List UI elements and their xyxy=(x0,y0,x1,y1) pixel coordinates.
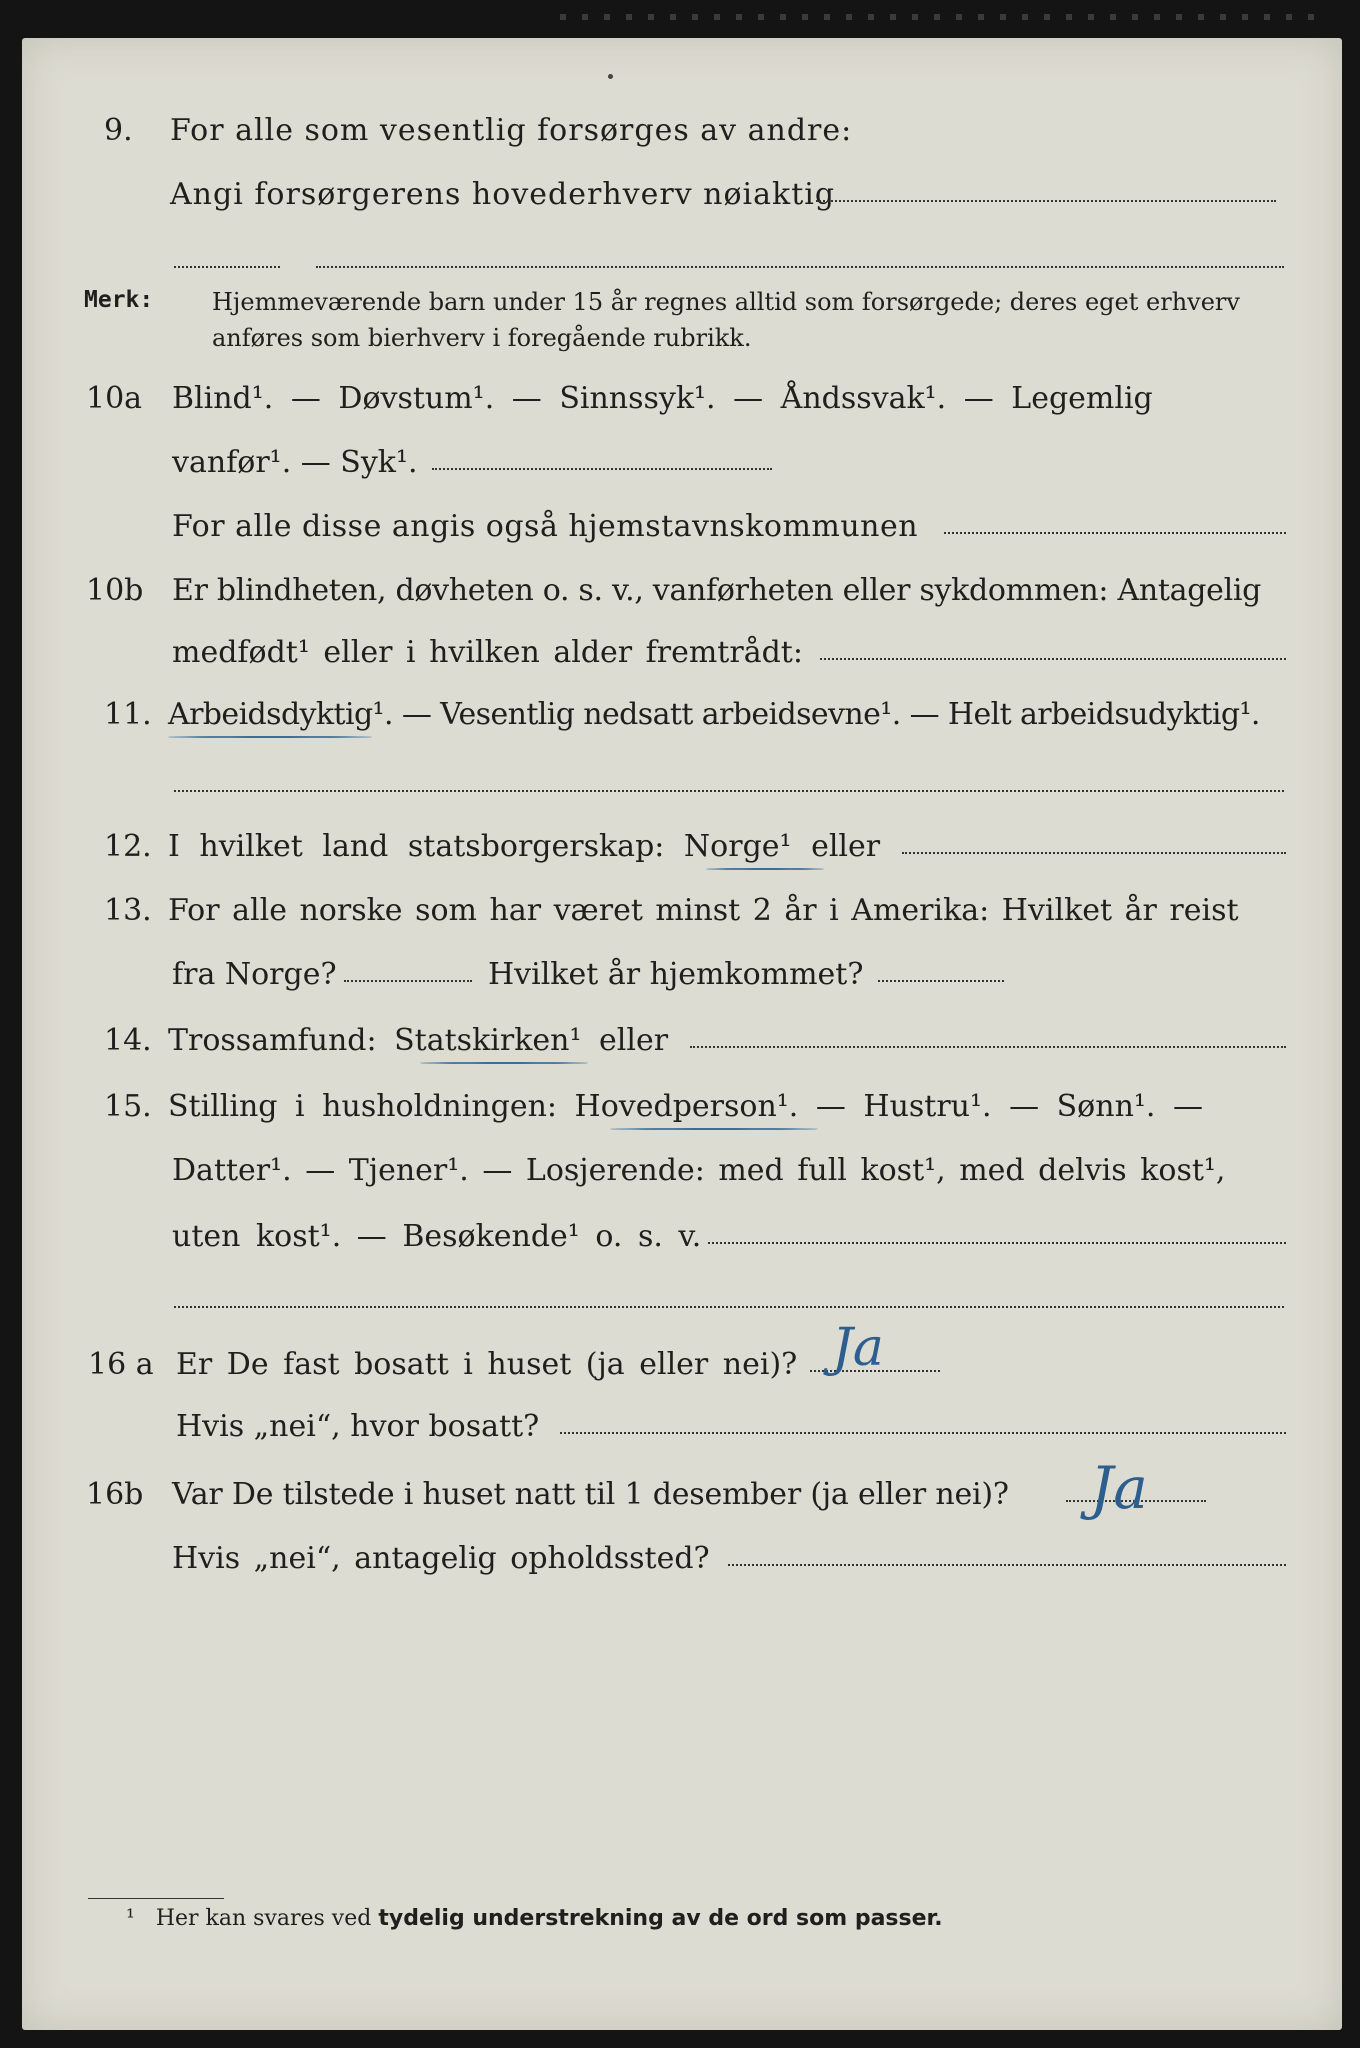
q9-text-2: Angi forsørgerens hovederhverv nøiaktig xyxy=(170,177,836,212)
q9-answer-field-2a[interactable] xyxy=(174,266,280,268)
q9-answer-field[interactable] xyxy=(816,200,1276,202)
q9-number: 9. xyxy=(104,113,133,148)
q12-country-field[interactable] xyxy=(902,852,1286,854)
q16a-text-1: Er De fast bosatt i huset (ja eller nei)? xyxy=(176,1347,798,1382)
q15-text-1: Stilling i husholdningen: Hovedperson¹. — Hustru¹. — Sønn¹. — xyxy=(168,1089,1203,1124)
q16a-bosatt-field[interactable] xyxy=(560,1432,1286,1434)
footnote-rule xyxy=(88,1898,224,1899)
scan-border-top xyxy=(0,0,1360,38)
q13-number: 13. xyxy=(104,893,152,928)
q15-line1 xyxy=(0,1084,1360,1130)
q10b-number: 10b xyxy=(86,573,144,608)
q15-answer-field-2[interactable] xyxy=(174,1306,1284,1308)
footnote-mark: ¹ xyxy=(126,1906,135,1931)
q10b-text-1: Er blindheten, døvheten o. s. v., vanførheten eller sykdommen: Antagelig xyxy=(172,573,1262,608)
q16b-line2 xyxy=(0,1536,1360,1582)
q10a-text-3: For alle disse angis også hjemstavnskommunen xyxy=(172,509,919,544)
merk-label: Merk: xyxy=(84,287,154,313)
q10a-line2 xyxy=(0,440,1360,486)
punch-mark xyxy=(608,74,613,79)
q13-reist-field[interactable] xyxy=(344,980,472,982)
q16b-text-2: Hvis „nei“, antagelig opholdssted? xyxy=(172,1541,710,1576)
q10b-line1 xyxy=(0,568,1360,614)
q10a-line3 xyxy=(0,504,1360,550)
q10b-answer-field[interactable] xyxy=(820,658,1286,660)
q16a-text-2: Hvis „nei“, hvor bosatt? xyxy=(176,1409,540,1444)
q12-text-1: I hvilket land statsborgerskap: Norge¹ eller xyxy=(168,829,881,864)
q16a-handwritten-answer: Ja xyxy=(832,1318,884,1378)
q16a-line2 xyxy=(0,1404,1360,1450)
q15-line2 xyxy=(0,1148,1360,1194)
q16b-line1 xyxy=(0,1472,1360,1518)
q16b-handwritten-answer: Ja xyxy=(1090,1454,1148,1522)
q10a-text-1: Blind¹. — Døvstum¹. — Sinnssyk¹. — Åndssvak¹. — Legemlig xyxy=(172,381,1153,416)
q11-number: 11. xyxy=(104,697,152,732)
q16a-number: 16 a xyxy=(88,1347,154,1382)
q10a-hjemstavn-field[interactable] xyxy=(944,532,1286,534)
q13-text-2a: fra Norge? xyxy=(172,957,337,992)
q13-hjemkommet-field[interactable] xyxy=(878,980,1004,982)
q12-underline-norge xyxy=(706,868,824,870)
q11-text-1: Arbeidsdyktig¹. — Vesentlig nedsatt arbeidsevne¹. — Helt arbeidsudyktig¹. xyxy=(168,697,1260,732)
q16a-line1 xyxy=(0,1342,1360,1388)
q9-line1 xyxy=(0,108,1360,154)
q14-text-1: Trossamfund: Statskirken¹ eller xyxy=(168,1023,669,1058)
footnote xyxy=(126,1904,943,1934)
q13-text-1: For alle norske som har været minst 2 år i Amerika: Hvilket år reist xyxy=(168,893,1239,928)
q16b-number: 16b xyxy=(86,1477,144,1512)
q16b-text-1: Var De tilstede i huset natt til 1 desember (ja eller nei)? xyxy=(172,1477,1009,1512)
q13-line1 xyxy=(0,888,1360,934)
q12-number: 12. xyxy=(104,829,152,864)
q14-line1 xyxy=(0,1018,1360,1064)
q11-answer-field[interactable] xyxy=(174,790,1284,792)
q9-text-1: For alle som vesentlig forsørges av andre: xyxy=(170,113,853,148)
q11-line1 xyxy=(0,692,1360,738)
q10a-answer-field[interactable] xyxy=(432,468,772,470)
merk-text: Hjemmeværende barn under 15 år regnes alltid som forsørgede; deres eget erhverv anføres som bierhverv i foregående rubrikk. xyxy=(212,288,1240,352)
q14-trossamfund-field[interactable] xyxy=(690,1046,1286,1048)
q15-answer-field[interactable] xyxy=(708,1242,1286,1244)
q14-underline-statskirken xyxy=(420,1062,588,1064)
q13-text-2b: Hvilket år hjemkommet? xyxy=(488,957,864,992)
q9-answer-field-2b[interactable] xyxy=(316,266,1284,268)
q10a-line1 xyxy=(0,376,1360,422)
q15-underline-hovedperson xyxy=(610,1128,818,1130)
q13-line2 xyxy=(0,952,1360,998)
q15-line3 xyxy=(0,1214,1360,1260)
q15-number: 15. xyxy=(104,1089,152,1124)
q10a-number: 10a xyxy=(86,381,143,416)
q11-underline-arbeidsdyktig xyxy=(168,736,372,738)
q15-text-2: Datter¹. — Tjener¹. — Losjerende: med full kost¹, med delvis kost¹, xyxy=(172,1153,1226,1188)
footnote-plain-text: Her kan svares ved xyxy=(155,1906,372,1931)
q9-line2 xyxy=(0,172,1360,218)
q14-number: 14. xyxy=(104,1023,152,1058)
q15-text-3: uten kost¹. — Besøkende¹ o. s. v. xyxy=(172,1219,702,1254)
footnote-bold-text: tydelig understrekning av de ord som passer. xyxy=(378,1906,943,1931)
q10b-text-2: medfødt¹ eller i hvilken alder fremtrådt: xyxy=(172,635,803,670)
q16b-opholdssted-field[interactable] xyxy=(728,1564,1286,1566)
q12-line1 xyxy=(0,824,1360,870)
scan-edge-marks xyxy=(560,14,1320,20)
q10a-text-2: vanfør¹. — Syk¹. xyxy=(172,445,418,480)
q10b-line2 xyxy=(0,630,1360,676)
